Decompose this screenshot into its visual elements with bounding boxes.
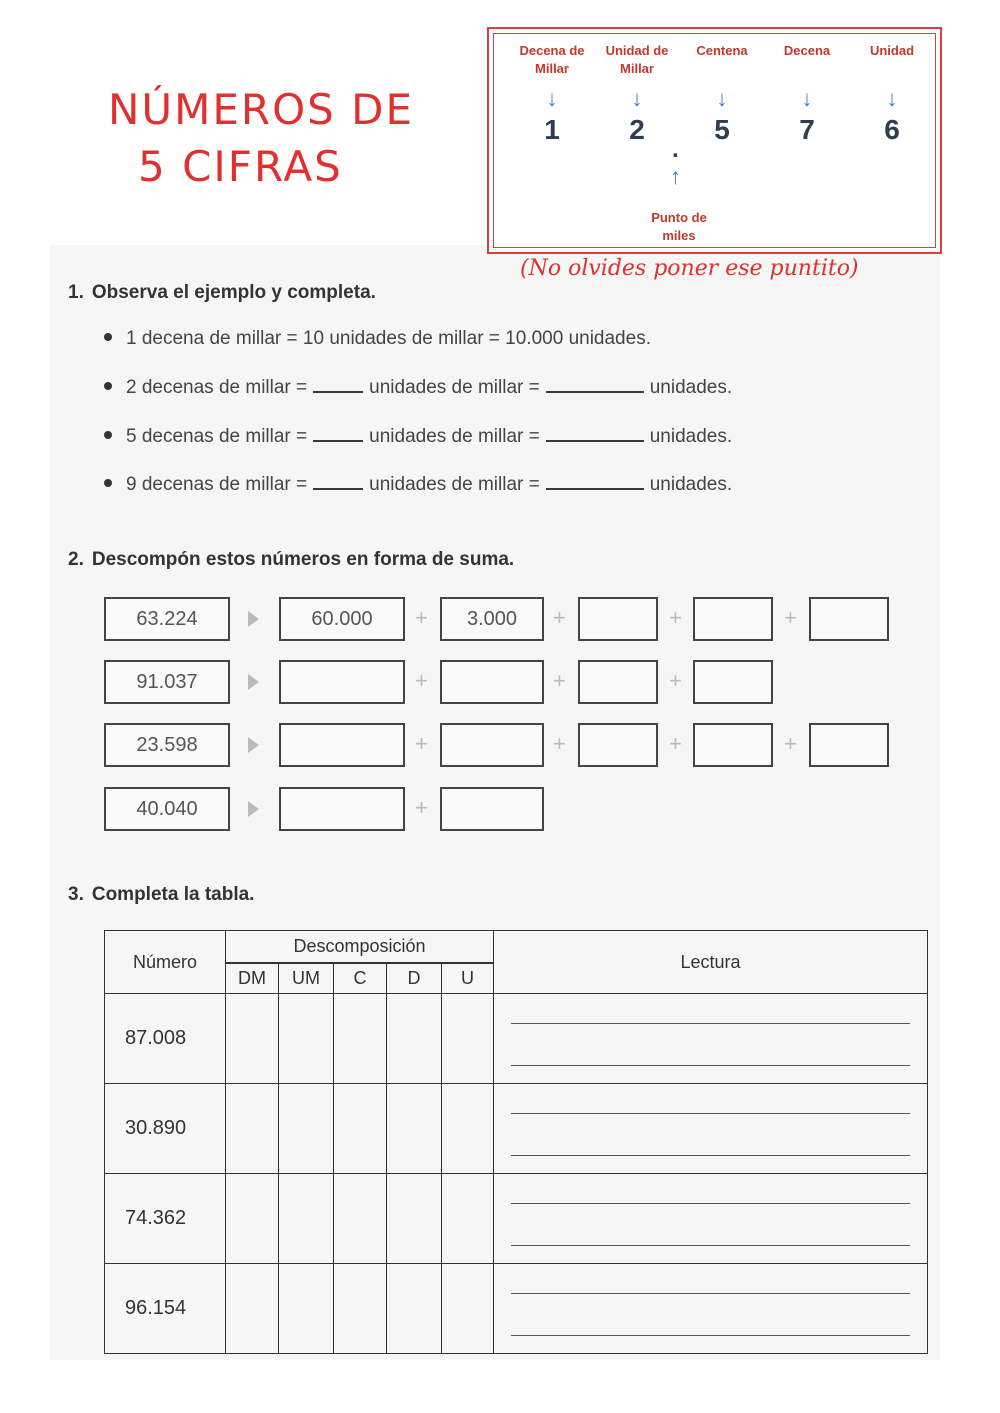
plus-sign: + xyxy=(669,605,682,630)
legend-column-decena xyxy=(764,42,850,146)
table-number: 96.154 xyxy=(105,1264,226,1354)
plus-sign: + xyxy=(669,668,682,693)
arrow-right-icon xyxy=(248,674,259,690)
q1-row-end: unidades. xyxy=(649,426,733,447)
q1-example xyxy=(104,328,651,350)
answer-box[interactable]: 60.000 xyxy=(279,597,405,641)
header-lectura: Lectura xyxy=(494,931,928,994)
answer-box[interactable] xyxy=(578,660,658,704)
question-2-heading xyxy=(68,549,514,571)
place-value-table xyxy=(104,930,928,1354)
q1-row-mid: unidades de millar = xyxy=(369,474,540,495)
header-descomposicion: Descomposición xyxy=(226,931,494,963)
answer-box[interactable] xyxy=(809,597,889,641)
down-arrow-icon: ↓ xyxy=(886,86,898,111)
writing-line[interactable] xyxy=(511,1245,910,1246)
place-cell[interactable] xyxy=(387,1174,442,1264)
q1-row-end: unidades. xyxy=(649,474,733,495)
legend-label: Centena xyxy=(696,43,748,58)
table-number: 30.890 xyxy=(105,1084,226,1174)
place-value-legend xyxy=(487,27,942,254)
question-3-heading xyxy=(68,884,254,906)
place-cell[interactable] xyxy=(279,1264,334,1354)
down-arrow-icon: ↓ xyxy=(801,86,813,111)
place-cell[interactable] xyxy=(279,994,334,1084)
legend-label: Decena de Millar xyxy=(519,43,585,76)
answer-blank[interactable] xyxy=(313,391,363,393)
answer-blank[interactable] xyxy=(546,391,644,393)
question-title: Observa el ejemplo y completa. xyxy=(91,282,376,303)
legend-digit: 1 xyxy=(544,114,560,145)
place-cell[interactable] xyxy=(387,994,442,1084)
q1-row-mid: unidades de millar = xyxy=(369,426,540,447)
question-title: Completa la tabla. xyxy=(91,884,255,905)
answer-box[interactable] xyxy=(440,787,544,831)
plus-sign: + xyxy=(553,731,566,756)
place-cell[interactable] xyxy=(334,1174,387,1264)
answer-box[interactable] xyxy=(440,723,544,767)
q1-row-mid: unidades de millar = xyxy=(369,377,540,398)
legend-digit: 7 xyxy=(799,114,815,145)
place-cell[interactable] xyxy=(226,1084,279,1174)
legend-label: Unidad de Millar xyxy=(605,43,669,76)
legend-column-centena xyxy=(679,42,765,146)
writing-lines xyxy=(495,1265,926,1352)
plus-sign: + xyxy=(415,795,428,820)
answer-blank[interactable] xyxy=(546,488,644,490)
plus-sign: + xyxy=(669,731,682,756)
plus-sign: + xyxy=(415,668,428,693)
answer-box[interactable] xyxy=(809,723,889,767)
table-row xyxy=(105,1264,928,1354)
place-cell[interactable] xyxy=(442,1264,494,1354)
writing-line[interactable] xyxy=(511,1293,910,1294)
plus-sign: + xyxy=(415,605,428,630)
point-label: Punto de miles xyxy=(651,210,707,243)
number-box: 63.224 xyxy=(104,597,230,641)
answer-box[interactable] xyxy=(279,723,405,767)
number-box: 40.040 xyxy=(104,787,230,831)
title-line-2: 5 CIFRAS xyxy=(138,142,343,191)
down-arrow-icon: ↓ xyxy=(631,86,643,111)
reminder-note: (No olvides poner ese puntito) xyxy=(520,256,859,281)
plus-sign: + xyxy=(415,731,428,756)
table-number: 87.008 xyxy=(105,994,226,1084)
q1-row xyxy=(104,474,732,496)
plus-sign: + xyxy=(784,605,797,630)
q1-row-end: unidades. xyxy=(649,377,733,398)
plus-sign: + xyxy=(784,731,797,756)
q1-row-start: 2 decenas de millar = xyxy=(126,377,308,398)
place-cell[interactable] xyxy=(387,1264,442,1354)
bullet-icon xyxy=(104,431,112,439)
lectura-cell[interactable] xyxy=(494,994,928,1084)
writing-line[interactable] xyxy=(511,1065,910,1066)
plus-sign: + xyxy=(553,668,566,693)
q1-example-text: 1 decena de millar = 10 unidades de millar = 10.000 unidades. xyxy=(126,328,651,349)
number-box: 91.037 xyxy=(104,660,230,704)
bullet-icon xyxy=(104,382,112,390)
lectura-cell[interactable] xyxy=(494,1264,928,1354)
place-cell[interactable] xyxy=(442,1174,494,1264)
header-place: U xyxy=(442,963,494,994)
answer-box[interactable] xyxy=(693,660,773,704)
answer-box[interactable] xyxy=(578,597,658,641)
place-cell[interactable] xyxy=(279,1174,334,1264)
question-1-heading xyxy=(68,282,376,304)
place-cell[interactable] xyxy=(226,1264,279,1354)
table-row xyxy=(105,1084,928,1174)
header-place: DM xyxy=(226,963,279,994)
place-cell[interactable] xyxy=(334,994,387,1084)
writing-lines xyxy=(495,995,926,1082)
header-place: UM xyxy=(279,963,334,994)
answer-box[interactable] xyxy=(279,787,405,831)
answer-box[interactable] xyxy=(578,723,658,767)
answer-blank[interactable] xyxy=(313,440,363,442)
bullet-icon xyxy=(104,479,112,487)
writing-lines xyxy=(495,1085,926,1172)
place-cell[interactable] xyxy=(226,994,279,1084)
q1-row-start: 9 decenas de millar = xyxy=(126,474,308,495)
writing-line[interactable] xyxy=(511,1023,910,1024)
answer-blank[interactable] xyxy=(313,488,363,490)
place-cell[interactable] xyxy=(334,1264,387,1354)
down-arrow-icon: ↓ xyxy=(716,86,728,111)
answer-box[interactable] xyxy=(693,723,773,767)
legend-label: Decena xyxy=(783,43,831,58)
writing-line[interactable] xyxy=(511,1335,910,1336)
answer-box[interactable] xyxy=(279,660,405,704)
q1-row xyxy=(104,426,732,448)
title-line-1: NÚMEROS DE xyxy=(108,85,415,134)
answer-blank[interactable] xyxy=(546,440,644,442)
plus-sign: + xyxy=(553,605,566,630)
table-row xyxy=(105,1174,928,1264)
writing-line[interactable] xyxy=(511,1203,910,1204)
arrow-right-icon xyxy=(248,737,259,753)
place-cell[interactable] xyxy=(442,994,494,1084)
legend-label: Unidad xyxy=(869,43,915,58)
arrow-right-icon xyxy=(248,611,259,627)
table-row xyxy=(105,994,928,1084)
place-cell[interactable] xyxy=(442,1084,494,1174)
header-place: D xyxy=(387,963,442,994)
place-cell[interactable] xyxy=(387,1084,442,1174)
number-box: 23.598 xyxy=(104,723,230,767)
arrow-right-icon xyxy=(248,801,259,817)
writing-line[interactable] xyxy=(511,1113,910,1114)
legend-column-unidad-de-millar xyxy=(594,42,680,146)
up-arrow-icon: ↑ xyxy=(670,164,681,189)
down-arrow-icon: ↓ xyxy=(546,86,558,111)
legend-column-decena-de-millar xyxy=(509,42,595,146)
writing-lines xyxy=(495,1175,926,1262)
question-number: 3. xyxy=(68,884,84,905)
answer-box[interactable] xyxy=(440,660,544,704)
table-number: 74.362 xyxy=(105,1174,226,1264)
thousands-dot: . xyxy=(672,136,679,163)
place-cell[interactable] xyxy=(279,1084,334,1174)
writing-line[interactable] xyxy=(511,1155,910,1156)
question-number: 2. xyxy=(68,549,84,570)
legend-digit: 5 xyxy=(714,114,730,145)
answer-box[interactable]: 3.000 xyxy=(440,597,544,641)
header-numero: Número xyxy=(105,931,226,994)
place-cell[interactable] xyxy=(226,1174,279,1264)
question-number: 1. xyxy=(68,282,84,303)
lectura-cell[interactable] xyxy=(494,1174,928,1264)
q1-row xyxy=(104,377,732,399)
header-place: C xyxy=(334,963,387,994)
legend-column-unidad xyxy=(849,42,935,146)
legend-digit: 6 xyxy=(884,114,900,145)
question-title: Descompón estos números en forma de suma. xyxy=(91,549,515,570)
lectura-cell[interactable] xyxy=(494,1084,928,1174)
q1-row-start: 5 decenas de millar = xyxy=(126,426,308,447)
answer-box[interactable] xyxy=(693,597,773,641)
legend-digit: 2 xyxy=(629,114,645,145)
place-cell[interactable] xyxy=(334,1084,387,1174)
bullet-icon xyxy=(104,333,112,341)
